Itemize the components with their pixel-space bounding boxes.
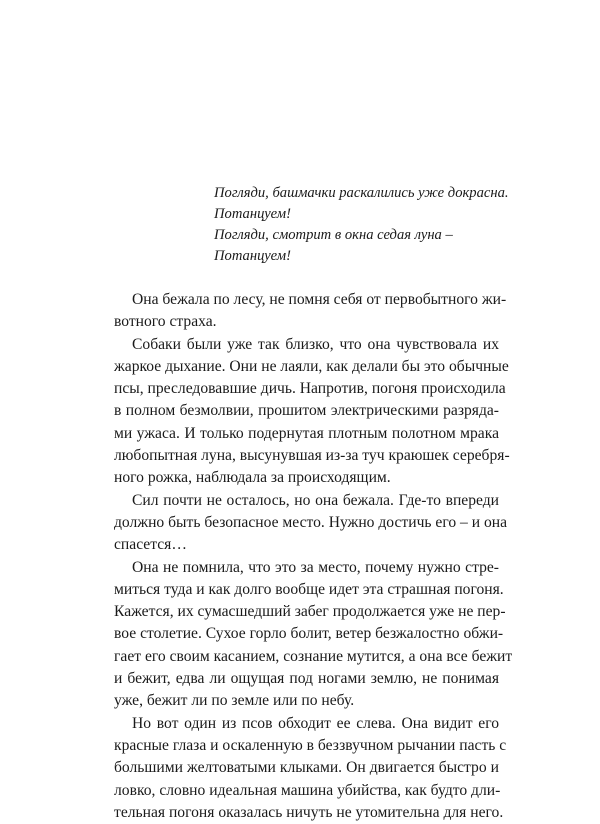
text-line: Кажется, их сумасшедший забег продолжается уже не пер- xyxy=(114,603,506,621)
text-line: псы, преследовавшие дичь. Напротив, погоня происходила xyxy=(114,380,506,398)
text-line: любопытная луна, высунувшая из-за туч краюшек серебря- xyxy=(114,447,510,465)
text-line: в полном безмолвии, прошитом электрическими разряда- xyxy=(114,402,499,420)
epigraph-line: Потанцуем! xyxy=(214,248,291,264)
epigraph xyxy=(214,183,514,267)
text-line: Собаки были уже так близко, что она чувствовала их xyxy=(132,335,499,353)
paragraph-2 xyxy=(114,334,510,490)
text-line: Но вот один из псов обходит ее слева. Она видит его xyxy=(132,714,499,732)
epigraph-line: Потанцуем! xyxy=(214,206,291,222)
paragraph-5 xyxy=(114,713,507,824)
text-line: вое столетие. Сухое горло болит, ветер безжалостно обжи- xyxy=(114,625,504,643)
paragraph-3 xyxy=(114,490,508,557)
text-line: вотного страха. xyxy=(114,313,217,331)
text-line: тельная погоня оказалась ничуть не утомительна для него. xyxy=(114,803,504,821)
text-line: гает его своим касанием, сознание мутится, а она все бежит xyxy=(114,647,513,665)
paragraph-1 xyxy=(114,289,507,334)
text-line: спасется… xyxy=(114,536,187,554)
text-line: Она не помнила, что это за место, почему нужно стре- xyxy=(132,558,499,576)
text-line: миться туда и как долго вообще идет эта страшная погоня. xyxy=(114,580,504,598)
text-line: и бежит, едва ли ощущая под ногами землю, не понимая xyxy=(114,670,499,688)
text-line: ми ужаса. И только подернутая плотным полотном мрака xyxy=(114,424,499,442)
text-line: Она бежала по лесу, не помня себя от первобытного жи- xyxy=(132,291,507,308)
text-line: жаркое дыхание. Они не лаяли, как делали бы это обычные xyxy=(114,357,509,375)
epigraph-line: Погляди, смотрит в окна седая луна – xyxy=(214,227,453,243)
text-line: уже, бежит ли по земле или по небу. xyxy=(114,692,355,710)
text-line: большими желтоватыми клыками. Он двигается быстро и xyxy=(114,759,499,777)
text-line: ного рожка, наблюдала за происходящим. xyxy=(114,469,391,487)
text-line: должно быть безопасное место. Нужно достичь его – и она xyxy=(114,513,508,531)
text-line: Сил почти не осталось, но она бежала. Где-то впереди xyxy=(132,491,499,509)
epigraph-line: Погляди, башмачки раскалились уже докрасна. xyxy=(214,185,509,201)
text-line: ловко, словно идеальная машина убийства, как будто дли- xyxy=(114,781,501,799)
body-text xyxy=(114,289,513,824)
text-line: красные глаза и оскаленную в беззвучном рычании пасть с xyxy=(114,736,507,754)
paragraph-4 xyxy=(114,557,513,713)
